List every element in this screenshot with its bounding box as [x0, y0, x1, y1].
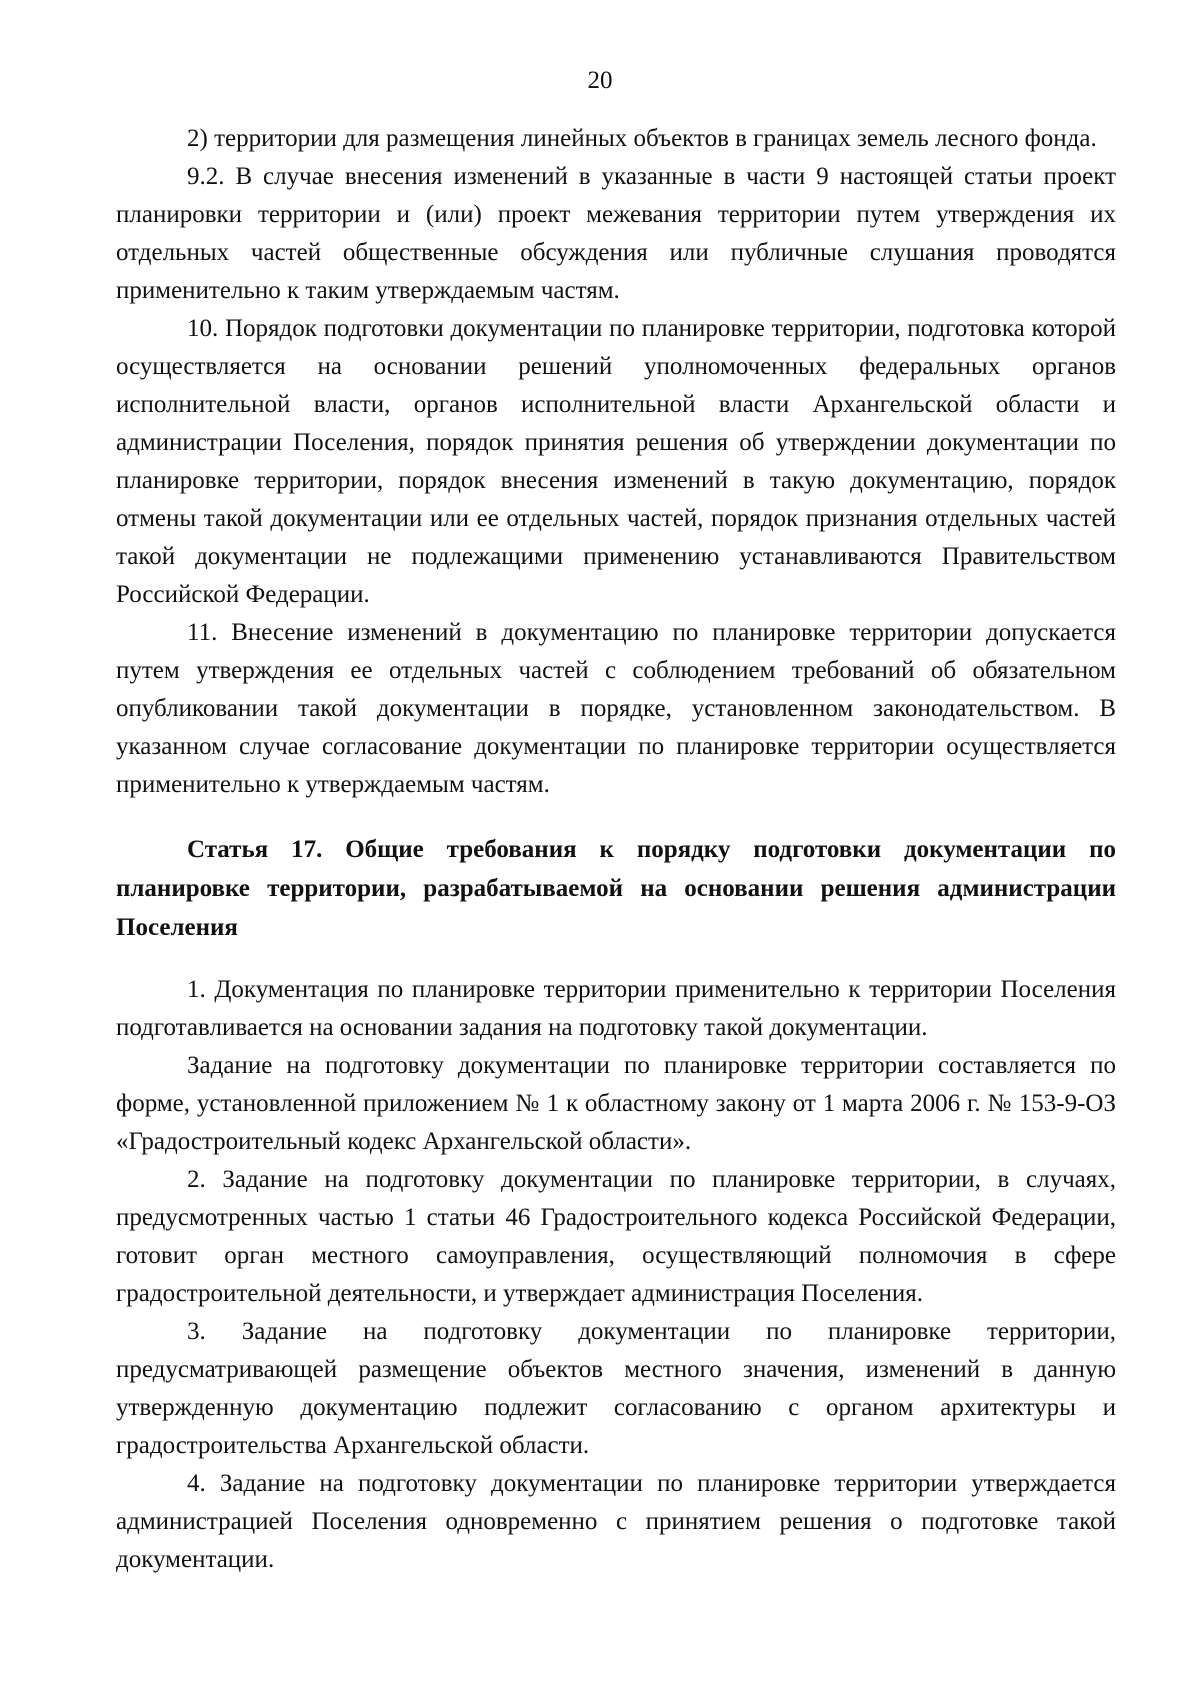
article-17-heading: Статья 17. Общие требования к порядку подготовки документации по планировке территории, разрабатываемой на основании решения администрации Поселения [116, 836, 1116, 941]
article-17-paragraph-1: 1. Документация по планировке территории применительно к территории Поселения подготавливается на основании задания на подготовку такой документации. [116, 976, 1116, 1041]
article-17-paragraph-2: 2. Задание на подготовку документации по планировке территории, в случаях, предусмотренных частью 1 статьи 46 Градостроительного кодекса Российской Федерации, готовит орган местного самоуправления, осуществляющий полномочия в сфере градостроительной деятельности, и утверждает администрация Поселения. [116, 1166, 1116, 1307]
article-17-paragraph-task-form: Задание на подготовку документации по планировке территории составляется по форме, установленной приложением № 1 к областному закону от 1 марта 2006 г. № 153-9-ОЗ «Градостроительный кодекс Архангельской области». [116, 1052, 1116, 1155]
paragraph-territory-linear-objects: 2) территории для размещения линейных объектов в границах земель лесного фонда. [187, 125, 1097, 152]
paragraph-11: 11. Внесение изменений в документацию по планировке территории допускается путем утверждения ее отдельных частей с соблюдением требований об обязательном опубликовании такой документации в порядке, установленном законодательством. В указанном случае согласование документации по планировке территории осуществляется применительно к утверждаемым частям. [116, 619, 1116, 798]
paragraph-9-2: 9.2. В случае внесения изменений в указанные в части 9 настоящей статьи проект планировки территории и (или) проект межевания территории путем утверждения их отдельных частей общественные обсуждения или публичные слушания проводятся применительно к таким утверждаемым частям. [116, 163, 1116, 304]
article-17-paragraph-4: 4. Задание на подготовку документации по планировке территории утверждается администрацией Поселения одновременно с принятием решения о подготовке такой документации. [116, 1470, 1116, 1573]
document-body [116, 120, 1116, 1579]
paragraph-10: 10. Порядок подготовки документации по планировке территории, подготовка которой осуществляется на основании решений уполномоченных федеральных органов исполнительной власти, органов исполнительной власти Архангельской области и администрации Поселения, порядок принятия решения об утверждении документации по планировке территории, порядок внесения изменений в такую документацию, порядок отмены такой документации или ее отдельных частей, порядок признания отдельных частей такой документации не подлежащими применению устанавливаются Правительством Российской Федерации. [116, 315, 1116, 608]
article-17-paragraph-3: 3. Задание на подготовку документации по планировке территории, предусматривающей размещение объектов местного значения, изменений в данную утвержденную документацию подлежит согласованию с органом архитектуры и градостроительства Архангельской области. [116, 1318, 1116, 1459]
page-number: 20 [587, 67, 613, 94]
